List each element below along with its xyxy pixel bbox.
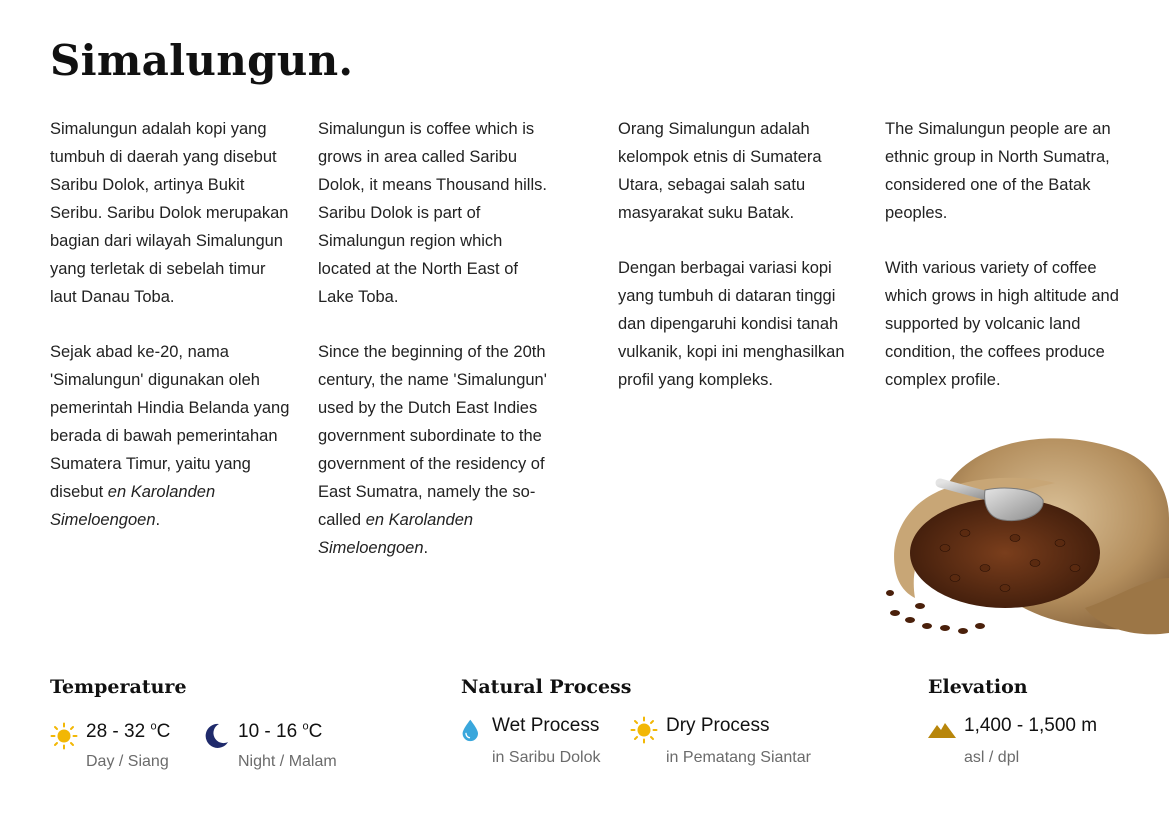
elevation-stat	[928, 712, 1097, 768]
wet-process-label: Wet Process	[492, 715, 600, 736]
elevation-unit: asl / dpl	[964, 749, 1020, 766]
water-drop-icon	[460, 716, 484, 744]
sun-icon	[630, 716, 658, 744]
text-column-english-1	[318, 115, 558, 589]
coffee-sack-image	[885, 428, 1169, 638]
sun-icon	[50, 722, 78, 750]
paragraph: Sejak abad ke-20, nama 'Simalungun' digunakan oleh pemerintah Hindia Belanda yang berada di bawah pemerintahan Sumatera Timur, yaitu yang disebut en Karolanden Simeloengoen.	[50, 343, 290, 529]
mountain-icon	[928, 716, 956, 744]
text-column-indonesian-1	[50, 115, 290, 561]
wet-process-location: in Saribu Dolok	[492, 749, 601, 766]
paragraph: The Simalungun people are an ethnic group in North Sumatra, considered one of the Batak peoples.	[885, 120, 1111, 222]
temperature-night	[202, 718, 337, 772]
elevation-heading: Elevation	[928, 676, 1028, 698]
night-label: Night / Malam	[238, 753, 337, 770]
paragraph: Since the beginning of the 20th century, the name 'Simalungun' used by the Dutch East Indies government subordinate to the government of the residency of East Sumatra, namely the so-called en Karolanden Simeloengoen.	[318, 343, 547, 557]
paragraph: Orang Simalungun adalah kelompok etnis di Sumatera Utara, sebagai salah satu masyarakat suku Batak.	[618, 120, 822, 222]
paragraph: Simalungun adalah kopi yang tumbuh di daerah yang disebut Saribu Dolok, artinya Bukit Seribu. Saribu Dolok merupakan bagian dari wilayah Simalungun yang terletak di sebelah timur laut Danau Toba.	[50, 120, 289, 306]
page-title: Simalungun.	[50, 36, 354, 85]
day-label: Day / Siang	[86, 753, 169, 770]
night-temperature-value: 10 - 16 $^o$C	[238, 720, 323, 742]
dry-process-label: Dry Process	[666, 715, 770, 736]
natural-process-heading: Natural Process	[461, 676, 632, 698]
elevation-value: 1,400 - 1,500 m	[964, 715, 1098, 736]
dry-process	[630, 712, 811, 768]
temperature-heading: Temperature	[50, 676, 187, 698]
wet-process	[460, 712, 601, 768]
paragraph: Dengan berbagai variasi kopi yang tumbuh di dataran tinggi dan dipengaruhi kondisi tanah vulkanik, kopi ini menghasilkan profil yang kompleks.	[618, 259, 845, 389]
temperature-day	[50, 718, 170, 772]
dry-process-location: in Pematang Siantar	[666, 749, 811, 766]
paragraph: Simalungun is coffee which is grows in area called Saribu Dolok, it means Thousand hills. Saribu Dolok is part of Simalungun region which located at the North East of Lake Toba.	[318, 120, 547, 306]
paragraph: With various variety of coffee which grows in high altitude and supported by volcanic land condition, the coffees produce complex profile.	[885, 259, 1119, 389]
text-column-english-2	[885, 115, 1135, 421]
moon-icon	[202, 722, 230, 750]
day-temperature-value: 28 - 32 $^o$C	[86, 720, 171, 742]
text-column-indonesian-2	[618, 115, 858, 421]
